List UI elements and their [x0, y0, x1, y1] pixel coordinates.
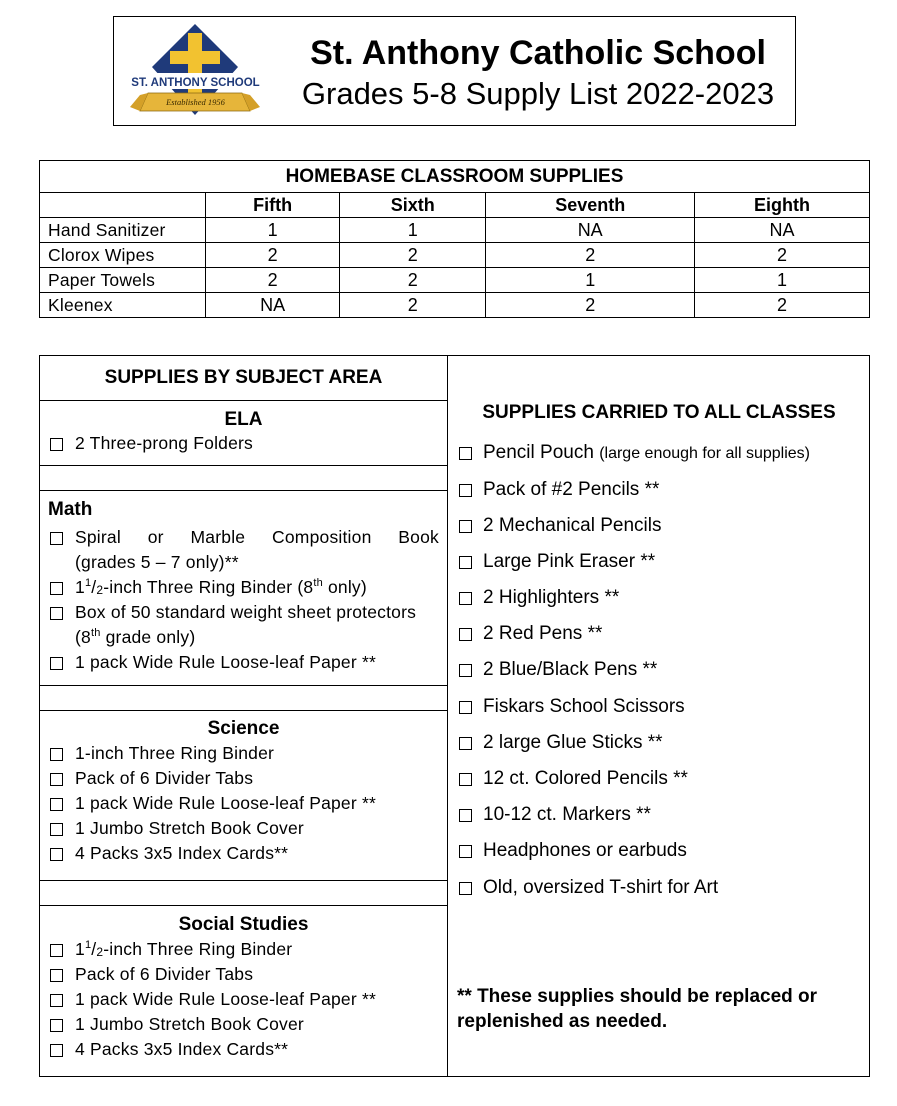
homebase-caption: HOMEBASE CLASSROOM SUPPLIES [40, 161, 870, 193]
checklist-item: 2 large Glue Sticks ** [459, 731, 663, 755]
checklist-item: 2 Highlighters ** [459, 586, 619, 610]
ela-title: ELA [224, 409, 263, 430]
checkbox-icon[interactable] [50, 798, 63, 811]
checkbox-icon[interactable] [459, 845, 472, 858]
spacer-row [40, 685, 447, 710]
checkbox-icon[interactable] [50, 773, 63, 786]
cell: 2 [695, 293, 870, 318]
cell: 1 [695, 268, 870, 293]
checkbox-icon[interactable] [50, 532, 63, 545]
checklist-item: Old, oversized T-shirt for Art [459, 876, 718, 900]
cell: 1 [340, 218, 486, 243]
homebase-header-row [40, 193, 870, 218]
social-studies-title: Social Studies [178, 914, 309, 935]
column-header: Seventh [486, 193, 695, 218]
checklist-item: Box of 50 standard weight sheet protectors (8th grade only) [40, 600, 447, 650]
supplies-panel [39, 355, 870, 1077]
checkbox-icon[interactable] [459, 520, 472, 533]
row-item: Paper Towels [40, 268, 206, 293]
checklist-item: Headphones or earbuds [459, 839, 687, 863]
header-box [113, 16, 796, 126]
homebase-table [39, 160, 870, 318]
checklist-item: Fiskars School Scissors [459, 695, 685, 719]
cell: 2 [340, 268, 486, 293]
checkbox-icon[interactable] [459, 809, 472, 822]
checklist-item: 1 pack Wide Rule Loose-leaf Paper ** [40, 987, 447, 1012]
table-row [40, 268, 870, 293]
checklist-item: 2 Three-prong Folders [40, 431, 447, 456]
math-section [40, 490, 447, 685]
row-item: Kleenex [40, 293, 206, 318]
checklist-item: 1 Jumbo Stretch Book Cover [40, 816, 447, 841]
table-row [40, 293, 870, 318]
checklist-item: Pack of #2 Pencils ** [459, 478, 659, 502]
checklist-item: Large Pink Eraser ** [459, 550, 655, 574]
cell: 2 [206, 268, 340, 293]
checkbox-icon[interactable] [459, 882, 472, 895]
checkbox-icon[interactable] [50, 848, 63, 861]
checkbox-icon[interactable] [50, 969, 63, 982]
checklist-item: 2 Mechanical Pencils [459, 514, 661, 538]
subject-area-column [40, 356, 448, 1076]
checklist-item: 1-inch Three Ring Binder [40, 741, 447, 766]
cell: 1 [206, 218, 340, 243]
column-header: Sixth [340, 193, 486, 218]
checklist-item: Pack of 6 Divider Tabs [40, 766, 447, 791]
checkbox-icon[interactable] [459, 737, 472, 750]
checkbox-icon[interactable] [50, 823, 63, 836]
cell: 2 [695, 243, 870, 268]
page-title: St. Anthony Catholic School [310, 34, 766, 72]
checkbox-icon[interactable] [459, 592, 472, 605]
table-row [40, 218, 870, 243]
cell: NA [695, 218, 870, 243]
cell: 2 [340, 243, 486, 268]
cell: 2 [340, 293, 486, 318]
subject-area-heading-section [40, 356, 447, 400]
checkbox-icon[interactable] [50, 1044, 63, 1057]
cell: 1 [486, 268, 695, 293]
column-header: Fifth [206, 193, 340, 218]
page-subtitle: Grades 5-8 Supply List 2022-2023 [301, 76, 775, 111]
checkbox-icon[interactable] [459, 628, 472, 641]
cell: 2 [486, 243, 695, 268]
checklist-item: Pencil Pouch (large enough for all supplies) [459, 441, 810, 466]
math-title: Math [48, 499, 93, 520]
checkbox-icon[interactable] [50, 607, 63, 620]
checklist-item: 4 Packs 3x5 Index Cards** [40, 1037, 447, 1062]
checklist-item: 4 Packs 3x5 Index Cards** [40, 841, 447, 866]
checkbox-icon[interactable] [459, 701, 472, 714]
column-header: Eighth [695, 193, 870, 218]
checkbox-icon[interactable] [459, 484, 472, 497]
checkbox-icon[interactable] [50, 1019, 63, 1032]
checklist-item: Spiral or Marble Composition Book (grades 5 – 7 only)** [40, 525, 447, 575]
svg-text:ST. ANTHONY SCHOOL: ST. ANTHONY SCHOOL [131, 77, 260, 89]
cell: NA [486, 218, 695, 243]
checklist-item: $1^1/_2$-inch Three Ring Binder [40, 937, 447, 962]
checklist-item: 2 Red Pens ** [459, 622, 602, 646]
checklist-item: $1^1/_2$-inch Three Ring Binder (8th only) [40, 575, 447, 600]
checkbox-icon[interactable] [50, 748, 63, 761]
checklist-item: 1 pack Wide Rule Loose-leaf Paper ** [40, 650, 447, 675]
ela-section [40, 400, 447, 465]
checkbox-icon[interactable] [459, 447, 472, 460]
cell: 2 [486, 293, 695, 318]
checklist-item: 2 Blue/Black Pens ** [459, 658, 657, 682]
homebase-empty-header [40, 193, 206, 218]
checkbox-icon[interactable] [50, 994, 63, 1007]
cell: NA [206, 293, 340, 318]
checklist-item: Pack of 6 Divider Tabs [40, 962, 447, 987]
science-section [40, 710, 447, 880]
school-logo [118, 21, 273, 121]
checkbox-icon[interactable] [459, 773, 472, 786]
spacer-row [40, 465, 447, 490]
checkbox-icon[interactable] [50, 438, 63, 451]
svg-text:Established 1956: Established 1956 [166, 97, 225, 107]
row-item: Clorox Wipes [40, 243, 206, 268]
checklist-item: 1 pack Wide Rule Loose-leaf Paper ** [40, 791, 447, 816]
social-studies-section [40, 905, 447, 1076]
spacer-row [40, 880, 447, 905]
table-row [40, 243, 870, 268]
science-title: Science [207, 718, 280, 739]
subject-area-heading: SUPPLIES BY SUBJECT AREA [104, 367, 383, 388]
checkbox-icon[interactable] [50, 944, 63, 957]
checklist-item: 10-12 ct. Markers ** [459, 803, 651, 827]
all-classes-column [449, 356, 869, 1076]
checkbox-icon[interactable] [459, 556, 472, 569]
checklist-item: 12 ct. Colored Pencils ** [459, 767, 688, 791]
checkbox-icon[interactable] [459, 664, 472, 677]
replenish-note: ** These supplies should be replaced or replenished as needed. [457, 986, 818, 1032]
checklist-item: 1 Jumbo Stretch Book Cover [40, 1012, 447, 1037]
checkbox-icon[interactable] [50, 582, 63, 595]
checkbox-icon[interactable] [50, 657, 63, 670]
cell: 2 [206, 243, 340, 268]
row-item: Hand Sanitizer [40, 218, 206, 243]
all-classes-heading: SUPPLIES CARRIED TO ALL CLASSES [482, 402, 836, 423]
